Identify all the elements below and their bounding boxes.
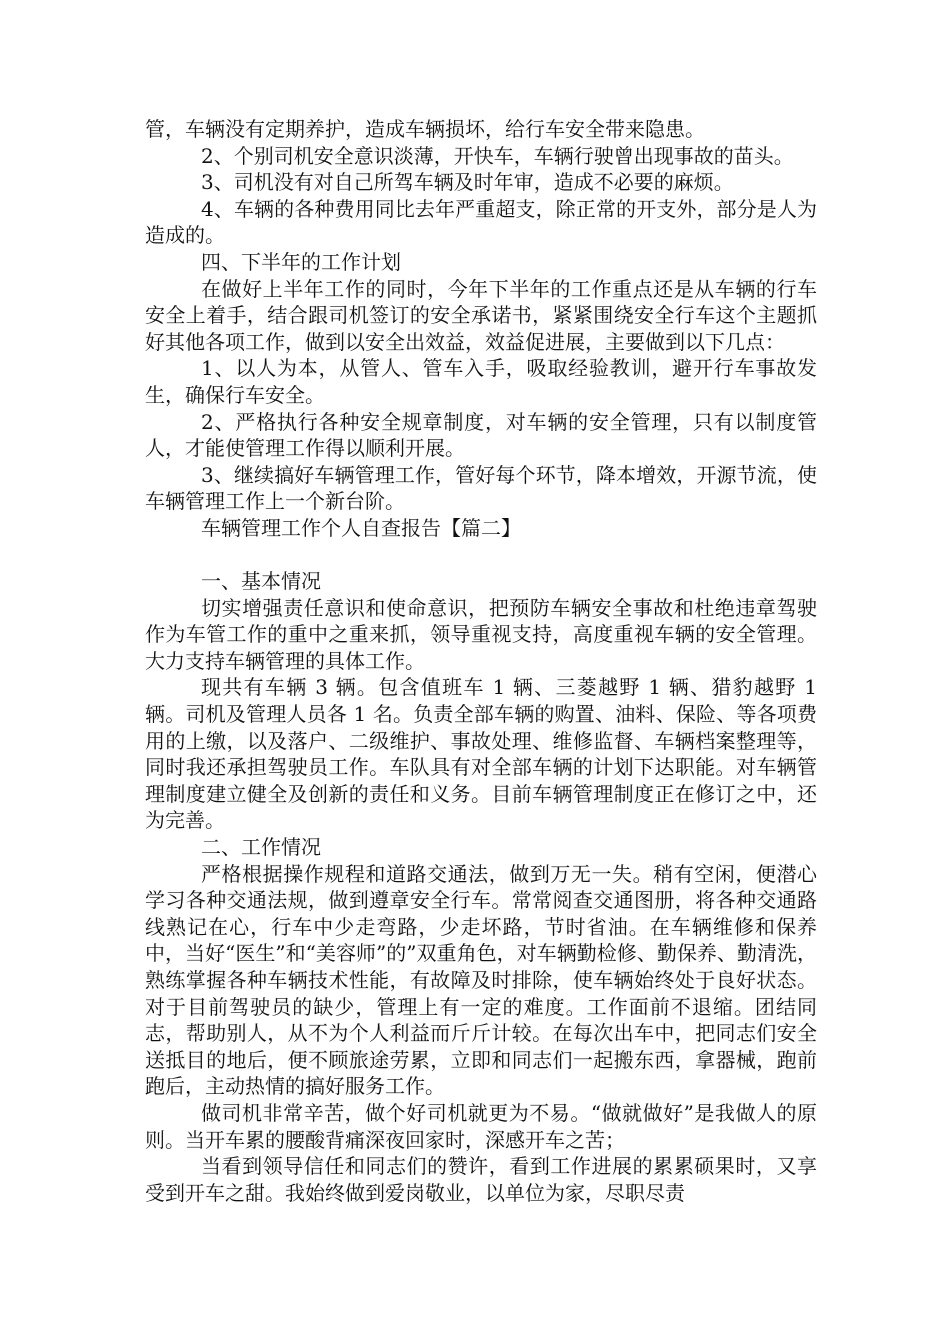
paragraph-plan-1: 1、以人为本，从管人、管车入手，吸取经验教训，避开行车事故发生，确保行车安全。 (145, 356, 817, 407)
paragraph-item-4: 4、车辆的各种费用同比去年严重超支，除正常的开支外，部分是人为造成的。 (145, 196, 817, 248)
paragraph-work-1: 严格根据操作规程和道路交通法，做到万无一失。稍有空闲，便潜心学习各种交通法规，做到遵章安全行车。常常阅查交通图册，将各种交通路线熟记在心，行车中少走弯路，少走坏路，节时省油。在车辆维修和保养中，当好“医生”和“美容师”的”双重角色，对车辆勤检修、勤保养、勤清洗，熟练掌握各种车辆技术性能，有故障及时排除，使车辆始终处于良好状态。对于目前驾驶员的缺少，管理上有一定的难度。工作面前不退缩。团结同志，帮助别人，从不为个人利益而斤斤计较。在每次出车中，把同志们安全送抵目的地后，便不顾旅途劳累，立即和同志们一起搬东西，拿器械，跑前跑后，主动热情的搞好服务工作。 (145, 861, 817, 1099)
section-heading-basic: 一、基本情况 (201, 569, 321, 594)
blank-line (145, 542, 817, 569)
section-heading-work: 二、工作情况 (201, 835, 321, 860)
paragraph-continued: 管，车辆没有定期养护，造成车辆损坏，给行车安全带来隐患。 (145, 117, 705, 141)
section-heading-plan: 四、下半年的工作计划 (201, 249, 401, 274)
report-title-part-two: 车辆管理工作个人自查报告【篇二】 (201, 515, 521, 540)
paragraph-basic-1: 切实增强责任意识和使命意识，把预防车辆安全事故和杜绝违章驾驶作为车管工作的重中之重来抓，领导重视支持，高度重视车辆的安全管理。大力支持车辆管理的具体工作。 (145, 595, 817, 673)
paragraph-work-3: 当看到领导信任和同志们的赞许，看到工作进展的累累硕果时，又享受到开车之甜。我始终做到爱岗敬业，以单位为家，尽职尽责 (145, 1154, 817, 1205)
paragraph-item-3: 3、司机没有对自己所驾车辆及时年审，造成不必要的麻烦。 (201, 170, 734, 195)
paragraph-plan-2: 2、严格执行各种安全规章制度，对车辆的安全管理，只有以制度管人，才能使管理工作得以顺利开展。 (145, 409, 817, 461)
paragraph-work-2: 做司机非常辛苦，做个好司机就更为不易。“做就做好”是我做人的原则。当开车累的腰酸背痛深夜回家时，深感开车之苦； (145, 1100, 817, 1152)
paragraph-plan-intro: 在做好上半年工作的同时，今年下半年的工作重点还是从车辆的行车安全上着手，结合跟司机签订的安全承诺书，紧紧围绕安全行车这个主题抓好其他各项工作，做到以安全出效益，效益促进展，主要做到以下几点： (145, 276, 817, 354)
paragraph-plan-3: 3、继续搞好车辆管理工作，管好每个环节，降本增效，开源节流，使车辆管理工作上一个新台阶。 (145, 462, 817, 514)
document-body (145, 116, 817, 1206)
paragraph-basic-2: 现共有车辆 3 辆。包含值班车 1 辆、三菱越野 1 辆、猎豹越野 1 辆。司机及管理人员各 1 名。负责全部车辆的购置、油料、保险、等各项费用的上缴，以及落户、二级维护、事故处理、维修监督、车辆档案整理等，同时我还承担驾驶员工作。车队具有对全部车辆的计划下达职能。对车辆管理制度建立健全及创新的责任和义务。目前车辆管理制度正在修订之中，还为完善。 (145, 675, 817, 833)
paragraph-item-2: 2、个别司机安全意识淡薄，开快车，车辆行驶曾出现事故的苗头。 (201, 143, 794, 168)
